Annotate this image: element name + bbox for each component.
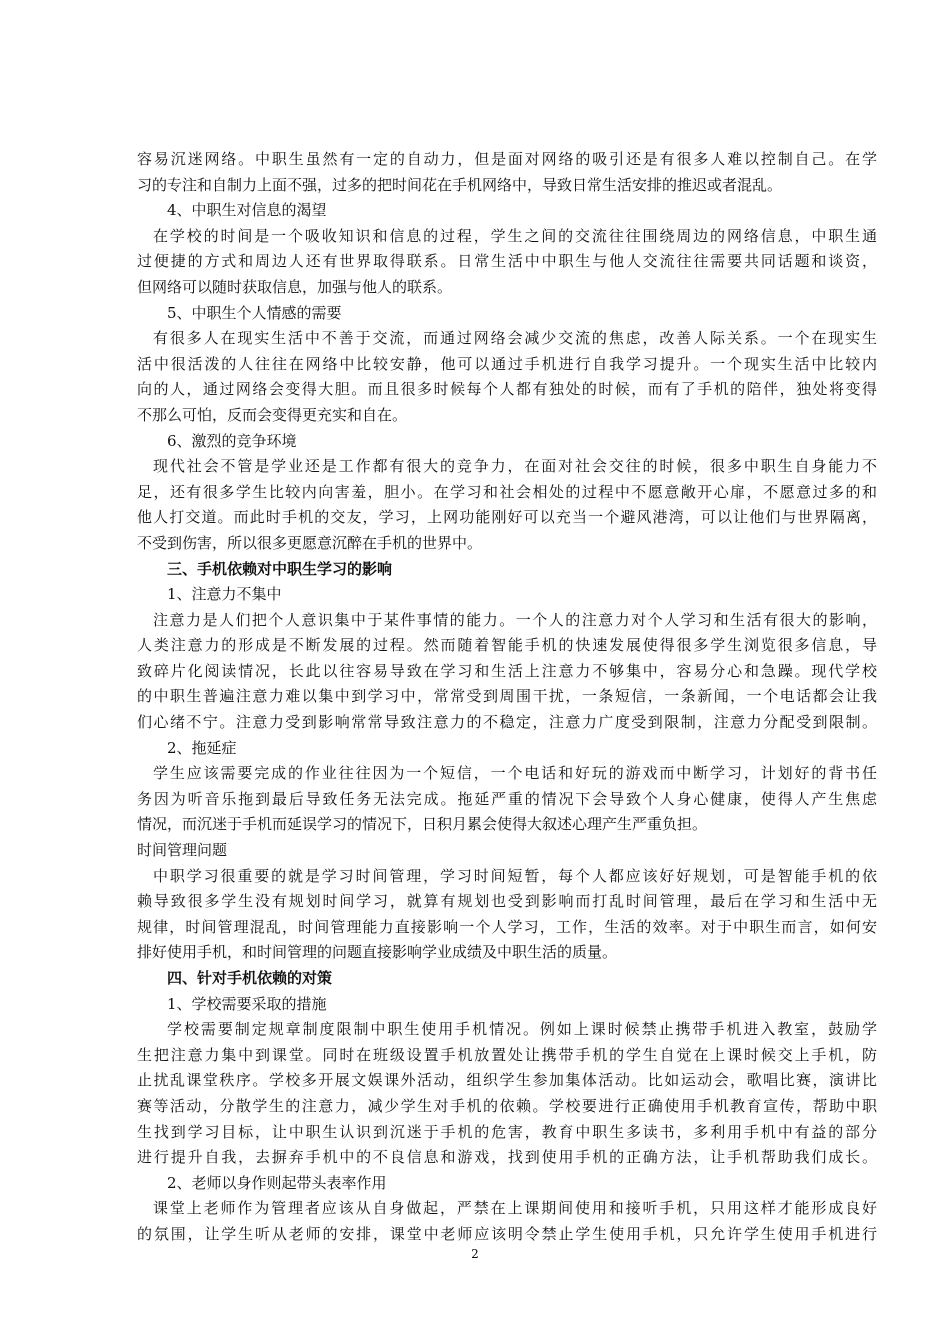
text-line: 足，还有很多学生比较内向害羞，胆小。在学习和社会相处的过程中不愿意敞开心扉，不愿意过多的和	[137, 482, 877, 501]
document-body	[137, 147, 877, 1248]
subsection-heading: 4、中职生对信息的渴望	[167, 201, 327, 220]
text-line: 不受到伤害，所以很多更愿意沉醉在手机的世界中。	[137, 533, 483, 552]
subsection-heading: 1、注意力不集中	[167, 585, 282, 604]
text-line: 赛等活动，分散学生的注意力，减少学生对手机的依赖。学校要进行正确使用手机教育宣传，帮助中职	[137, 1096, 877, 1115]
text-line: 他人打交道。而此时手机的交友，学习，上网功能刚好可以充当一个避风港湾，可以让他们与世界隔离，	[137, 508, 877, 527]
subsection-heading: 6、激烈的竞争环境	[167, 431, 297, 450]
text-line: 务因为听音乐拖到最后导致任务无法完成。拖延严重的情况下会导致个人身心健康，使得人产生焦虑	[137, 789, 877, 808]
text-line: 规律，时间管理混乱，时间管理能力直接影响一个人学习，工作，生活的效率。对于中职生而言，如何安	[137, 917, 877, 936]
text-line: 赖导致很多学生没有规划时间学习，就算有规划也受到影响而打乱时间管理，最后在学习和生活中无	[137, 892, 877, 911]
text-line: 的氛围，让学生听从老师的安排，课堂中老师应该明令禁止学生使用手机，只允许学生使用手机进行	[137, 1224, 877, 1243]
subsection-heading: 2、老师以身作则起带头表率作用	[167, 1173, 387, 1192]
text-line: 课堂上老师作为管理者应该从自身做起，严禁在上课期间使用和接听手机，只用这样才能形成良好	[153, 1199, 877, 1218]
text-line: 过便捷的方式和周边人还有世界取得联系。日常生活中中职生与他人交流往往需要共同话题和谈资，	[137, 252, 877, 271]
subsection-heading: 1、学校需要采取的措施	[167, 994, 327, 1013]
text-line: 进行提升自我，去摒弃手机中的不良信息和游戏，找到使用手机的正确方法，让手机帮助我们成长。	[137, 1148, 877, 1167]
text-line: 的中职生普遍注意力难以集中到学习中，常常受到周围干扰，一条短信，一条新闻，一个电话都会让我	[137, 687, 877, 706]
text-line: 生找到学习目标，让中职生认识到沉迷于手机的危害，教育中职生多读书，多利用手机中有益的部分	[137, 1122, 877, 1141]
text-line: 习的专注和自制力上面不强，过多的把时间花在手机网络中，导致日常生活安排的推迟或者混乱。	[137, 175, 783, 194]
page-number: 2	[471, 1247, 479, 1261]
text-line: 向的人，通过网络会变得大胆。而且很多时候每个人都有独处的时候，而有了手机的陪伴，独处将变得	[137, 380, 877, 399]
text-line: 不那么可怕，反而会变得更充实和自在。	[137, 405, 408, 424]
text-line: 时间管理问题	[137, 841, 228, 860]
text-line: 容易沉迷网络。中职生虽然有一定的自动力，但是面对网络的吸引还是有很多人难以控制自己。在学	[137, 150, 877, 168]
text-line: 在学校的时间是一个吸收知识和信息的过程，学生之间的交流往往围绕周边的网络信息，中职生通	[153, 226, 877, 245]
text-line: 活中很活泼的人往往在网络中比较安静，他可以通过手机进行自我学习提升。一个现实生活中比较内	[137, 354, 877, 373]
text-line: 人类注意力的形成是不断发展的过程。然而随着智能手机的快速发展使得很多学生浏览很多信息，导	[137, 636, 877, 655]
text-line: 止扰乱课堂秩序。学校多开展文娱课外活动，组织学生参加集体活动。比如运动会，歌唱比赛，演讲比	[137, 1071, 877, 1090]
text-line: 注意力是人们把个人意识集中于某件事情的能力。一个人的注意力对个人学习和生活有很大的影响，	[153, 610, 877, 629]
section-heading: 四、针对手机依赖的对策	[167, 969, 333, 987]
subsection-heading: 5、中职生个人情感的需要	[167, 303, 342, 322]
text-line: 排好使用手机，和时间管理的问题直接影响学业成绩及中职生活的质量。	[137, 943, 618, 962]
section-heading: 三、手机依赖对中职生学习的影响	[167, 559, 393, 578]
text-line: 情况，而沉迷于手机而延误学习的情况下，日积月累会使得大叙述心理产生严重负担。	[137, 815, 708, 834]
subsection-heading: 2、拖延症	[167, 738, 237, 757]
text-line: 有很多人在现实生活中不善于交流，而通过网络会减少交流的焦虑，改善人际关系。一个在现实生	[153, 329, 877, 348]
text-line: 学生应该需要完成的作业往往因为一个短信，一个电话和好玩的游戏而中断学习，计划好的背书任	[153, 764, 877, 783]
text-line: 们心绪不宁。注意力受到影响常常导致注意力的不稳定，注意力广度受到限制，注意力分配受到限制。	[137, 713, 877, 732]
text-line: 现代社会不管是学业还是工作都有很大的竞争力，在面对社会交往的时候，很多中职生自身能力不	[153, 457, 877, 476]
text-line: 致碎片化阅读情况，长此以往容易导致在学习和生活上注意力不够集中，容易分心和急躁。现代学校	[137, 661, 877, 680]
text-line: 中职学习很重要的就是学习时间管理，学习时间短暂，每个人都应该好好规划，可是智能手机的依	[153, 866, 877, 885]
text-line: 但网络可以随时获取信息，加强与他人的联系。	[137, 277, 453, 296]
text-line: 学校需要制定规章制度限制中职生使用手机情况。例如上课时候禁止携带手机进入教室，鼓励学	[167, 1020, 877, 1039]
text-line: 生把注意力集中到课堂。同时在班级设置手机放置处让携带手机的学生自觉在上课时候交上手机，防	[137, 1045, 877, 1064]
